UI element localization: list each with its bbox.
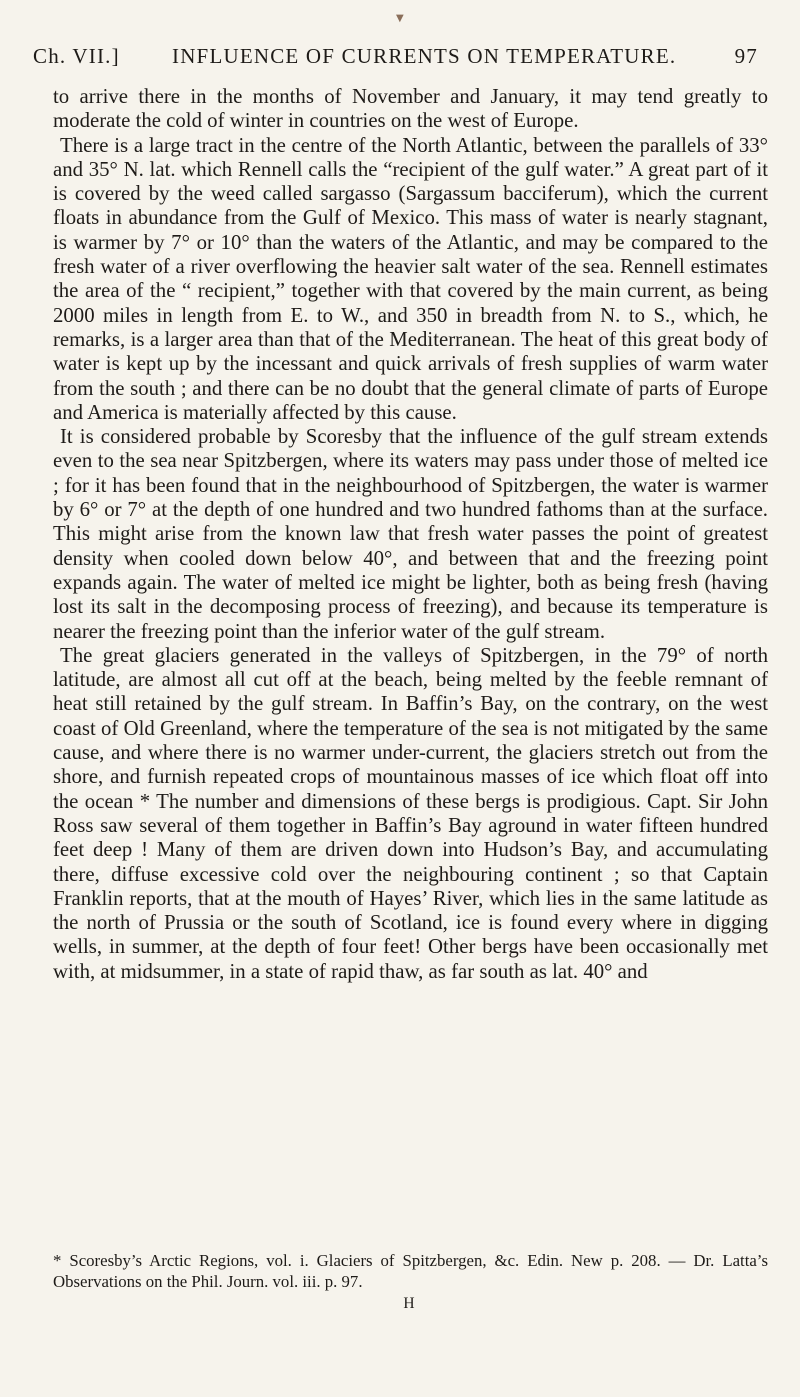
footnote: * Scoresby’s Arctic Regions, vol. i. Glaciers of Spitzbergen, &c. Edin. New p. 208. — Dr. Latta’s Observations on the Phil. Journ. vol. iii. p. 97. [53,1251,768,1291]
running-title: INFLUENCE OF CURRENTS ON TEMPERATURE. [172,44,677,68]
paragraph: The great glaciers generated in the valleys of Spitzbergen, in the 79° of north latitude, are almost all cut off at the beach, being melted by the feeble remnant of heat still retained by the gulf stream. In Baffin’s Bay, on the contrary, on the west coast of Old Greenland, where the temperature of the sea is not mitigated by the same cause, and where there is no warmer under-current, the glaciers stretch out from the shore, and furnish repeated crops of mountainous masses of ice which float off into the ocean * The number and dimensions of these bergs is prodigious. Capt. Sir John Ross saw several of them together in Baffin’s Bay aground in water fifteen hundred feet deep ! Many of them are driven down into Hudson’s Bay, and accumulating there, diffuse excessive cold over the neighbouring continent ; so that Captain Franklin reports, that at the mouth of Hayes’ River, which lies in the same latitude as the north of Prussia or the south of Scotland, ice is found every where in digging wells, in summer, at the depth of four feet! Other bergs have been occasionally met with, at midsummer, in a state of rapid thaw, as far south as lat. 40° and [53,643,768,983]
chapter-label: Ch. VII.] [33,44,120,68]
small-triangle-icon: ▼ [396,13,404,24]
paragraph: to arrive there in the months of November and January, it may tend greatly to moderate the cold of winter in countries on the west of Europe. [53,85,768,133]
running-header [33,44,768,80]
body-text [53,85,768,984]
paragraph: It is considered probable by Scoresby that the influence of the gulf stream extends even to the sea near Spitzbergen, where its waters may pass under those of melted ice ; for it has been found that in the neighbourhood of Spitzbergen, the water is warmer by 6° or 7° at the depth of one hundred and two hundred fathoms than at the surface. This might arise from the known law that fresh water passes the point of greatest density when cooled down below 40°, and between that and the freezing point expands again. The water of melted ice might be lighter, both as being fresh (having lost its salt in the decomposing process of freezing), and because its temperature is nearer the freezing point than the inferior water of the gulf stream. [53,425,768,643]
paragraph: There is a large tract in the centre of the North Atlantic, between the parallels of 33° and 35° N. lat. which Rennell calls the “recipient of the gulf water.” A great part of it is covered by the weed called sargasso (Sargassum bacciferum), which the current floats in abundance from the Gulf of Mexico. This mass of water is nearly stagnant, is warmer by 7° or 10° than the waters of the Atlantic, and may be compared to the fresh water of a river overflowing the heavier salt water of the sea. Rennell estimates the area of the “ recipient,” together with that covered by the main current, as being 2000 miles in length from E. to W., and 350 in breadth from N. to S., which, he remarks, is a larger area than that of the Mediterranean. The heat of this great body of water is kept up by the incessant and quick arrivals of fresh supplies of warm water from the south ; and there can be no doubt that the general climate of parts of Europe and America is materially affected by this cause. [53,133,768,424]
page-number: 97 [734,44,758,68]
signature-mark: H [403,1295,416,1312]
